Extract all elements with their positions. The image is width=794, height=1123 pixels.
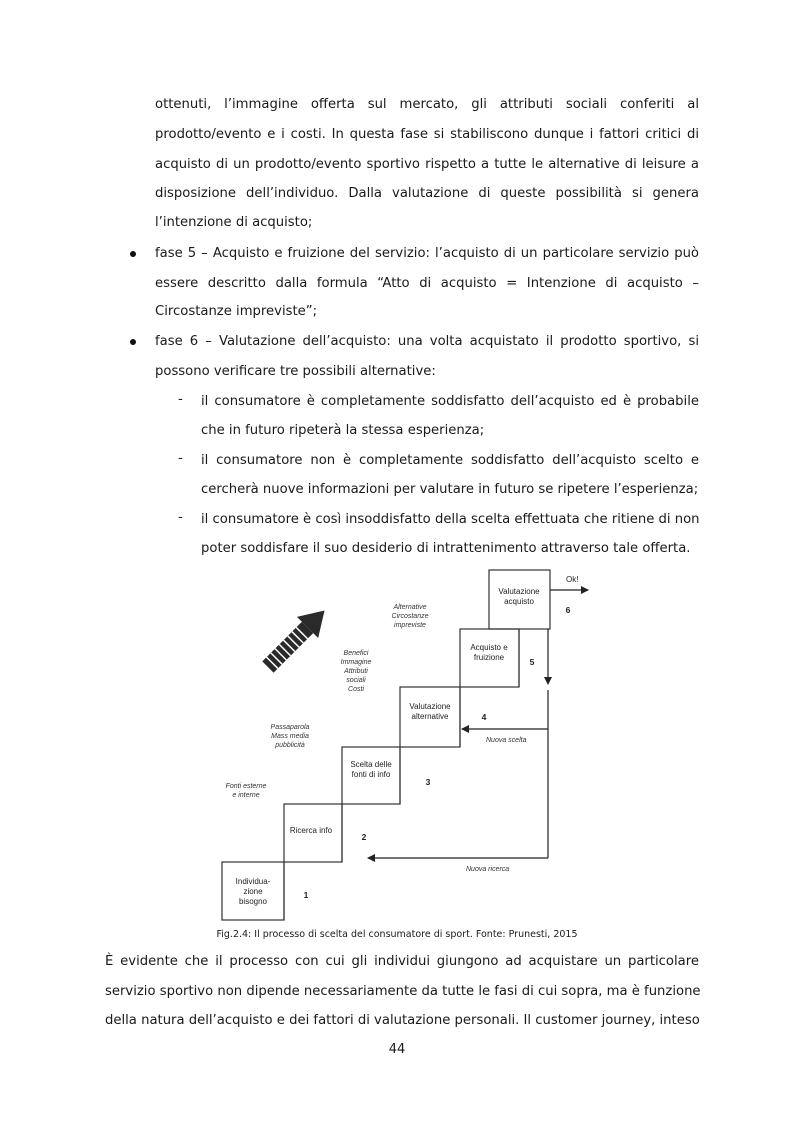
side-note: Attributi	[344, 668, 368, 675]
paragraph-line: prodotto/evento e i costi. In questa fase si stabiliscono dunque i fattori critici di	[155, 127, 699, 142]
paragraph-line: acquisto di un prodotto/evento sportivo rispetto a tutte le alternative di leisure a	[155, 157, 699, 172]
side-note: Alternative	[393, 604, 427, 611]
sub-item-line: poter soddisfare il suo desiderio di intrattenimento attraverso tale offerta.	[201, 541, 691, 556]
sub-item-line: che in futuro ripeterà la stessa esperienza;	[201, 423, 485, 438]
paragraph-line: l’intenzione di acquisto;	[155, 215, 313, 230]
step-label: acquisto	[504, 597, 534, 606]
side-note: impreviste	[394, 622, 426, 629]
side-note: Fonti esterne	[225, 783, 267, 790]
step-number: 5	[529, 657, 535, 667]
paragraph-line: È evidente che il processo con cui gli individui giungono ad acquistare un particolare	[105, 954, 699, 969]
step-label: zione	[243, 887, 263, 896]
sub-item-line: il consumatore non è completamente soddisfatto dell’acquisto scelto e	[201, 453, 699, 468]
side-note: pubblicità	[275, 742, 305, 749]
paragraph-line: servizio sportivo non dipende necessariamente da tutte le fasi di cui sopra, ma è funzione	[105, 984, 701, 999]
page-number: 44	[388, 1042, 406, 1057]
sub-item-line: il consumatore è così insoddisfatto della scelta effettuata che ritiene di non	[201, 512, 700, 527]
side-note: Costi	[348, 686, 364, 693]
side-note: e interne	[232, 792, 260, 799]
bullet-line: Circostanze impreviste”;	[155, 304, 318, 319]
step-label: Acquisto e	[470, 643, 508, 652]
side-note: Immagine	[340, 659, 372, 666]
bullet-line: possono verificare tre possibili alternative:	[155, 364, 436, 379]
step-label: alternative	[411, 712, 449, 721]
ok-label: Ok!	[566, 575, 579, 584]
side-note: sociali	[346, 677, 366, 684]
figure-caption: Fig.2.4: Il processo di scelta del consumatore di sport. Fonte: Prunesti, 2015	[216, 929, 578, 940]
bullet-line: fase 6 – Valutazione dell’acquisto: una volta acquistato il prodotto sportivo, si	[155, 334, 699, 349]
nuova-scelta-label: Nuova scelta	[486, 737, 527, 744]
step-label: Valutazione	[498, 587, 540, 596]
dash-marker: -	[178, 392, 183, 407]
step-number: 6	[565, 605, 571, 615]
step-label: Scelta delle	[350, 760, 392, 769]
step-label: Valutazione	[409, 702, 451, 711]
side-note: Circostanze	[391, 613, 429, 620]
step-label: Individua-	[235, 877, 271, 886]
paragraph-line: ottenuti, l’immagine offerta sul mercato, gli attributi sociali conferiti al	[155, 97, 699, 112]
side-note: Mass media	[271, 733, 309, 740]
step-number: 3	[425, 777, 431, 787]
sub-item-line: il consumatore è completamente soddisfatto dell’acquisto ed è probabile	[201, 394, 699, 409]
sub-item-line: cercherà nuove informazioni per valutare in futuro se ripetere l’esperienza;	[201, 482, 699, 497]
step-label: fruizione	[473, 653, 505, 662]
paragraph-line: della natura dell’acquisto e dei fattori di valutazione personali. Il customer journey, inteso	[105, 1013, 700, 1028]
nuova-ricerca-label: Nuova ricerca	[466, 866, 510, 873]
step-number: 4	[481, 712, 487, 722]
bullet-line: fase 5 – Acquisto e fruizione del servizio: l’acquisto di un particolare servizio può	[155, 246, 699, 261]
step-number: 1	[303, 890, 309, 900]
side-note: Benefici	[343, 650, 369, 657]
dash-marker: -	[178, 510, 183, 525]
step-label: fonti di info	[351, 770, 391, 779]
progress-arrow-icon	[257, 600, 335, 678]
side-note: Passaparola	[270, 724, 310, 731]
dash-marker: -	[178, 451, 183, 466]
step-label: Ricerca info	[289, 826, 333, 835]
paragraph-line: disposizione dell’individuo. Dalla valutazione di queste possibilità si genera	[155, 186, 699, 201]
step-number: 2	[361, 832, 367, 842]
step-label: bisogno	[238, 897, 268, 906]
bullet-line: essere descritto dalla formula “Atto di acquisto = Intenzione di acquisto –	[155, 276, 699, 291]
